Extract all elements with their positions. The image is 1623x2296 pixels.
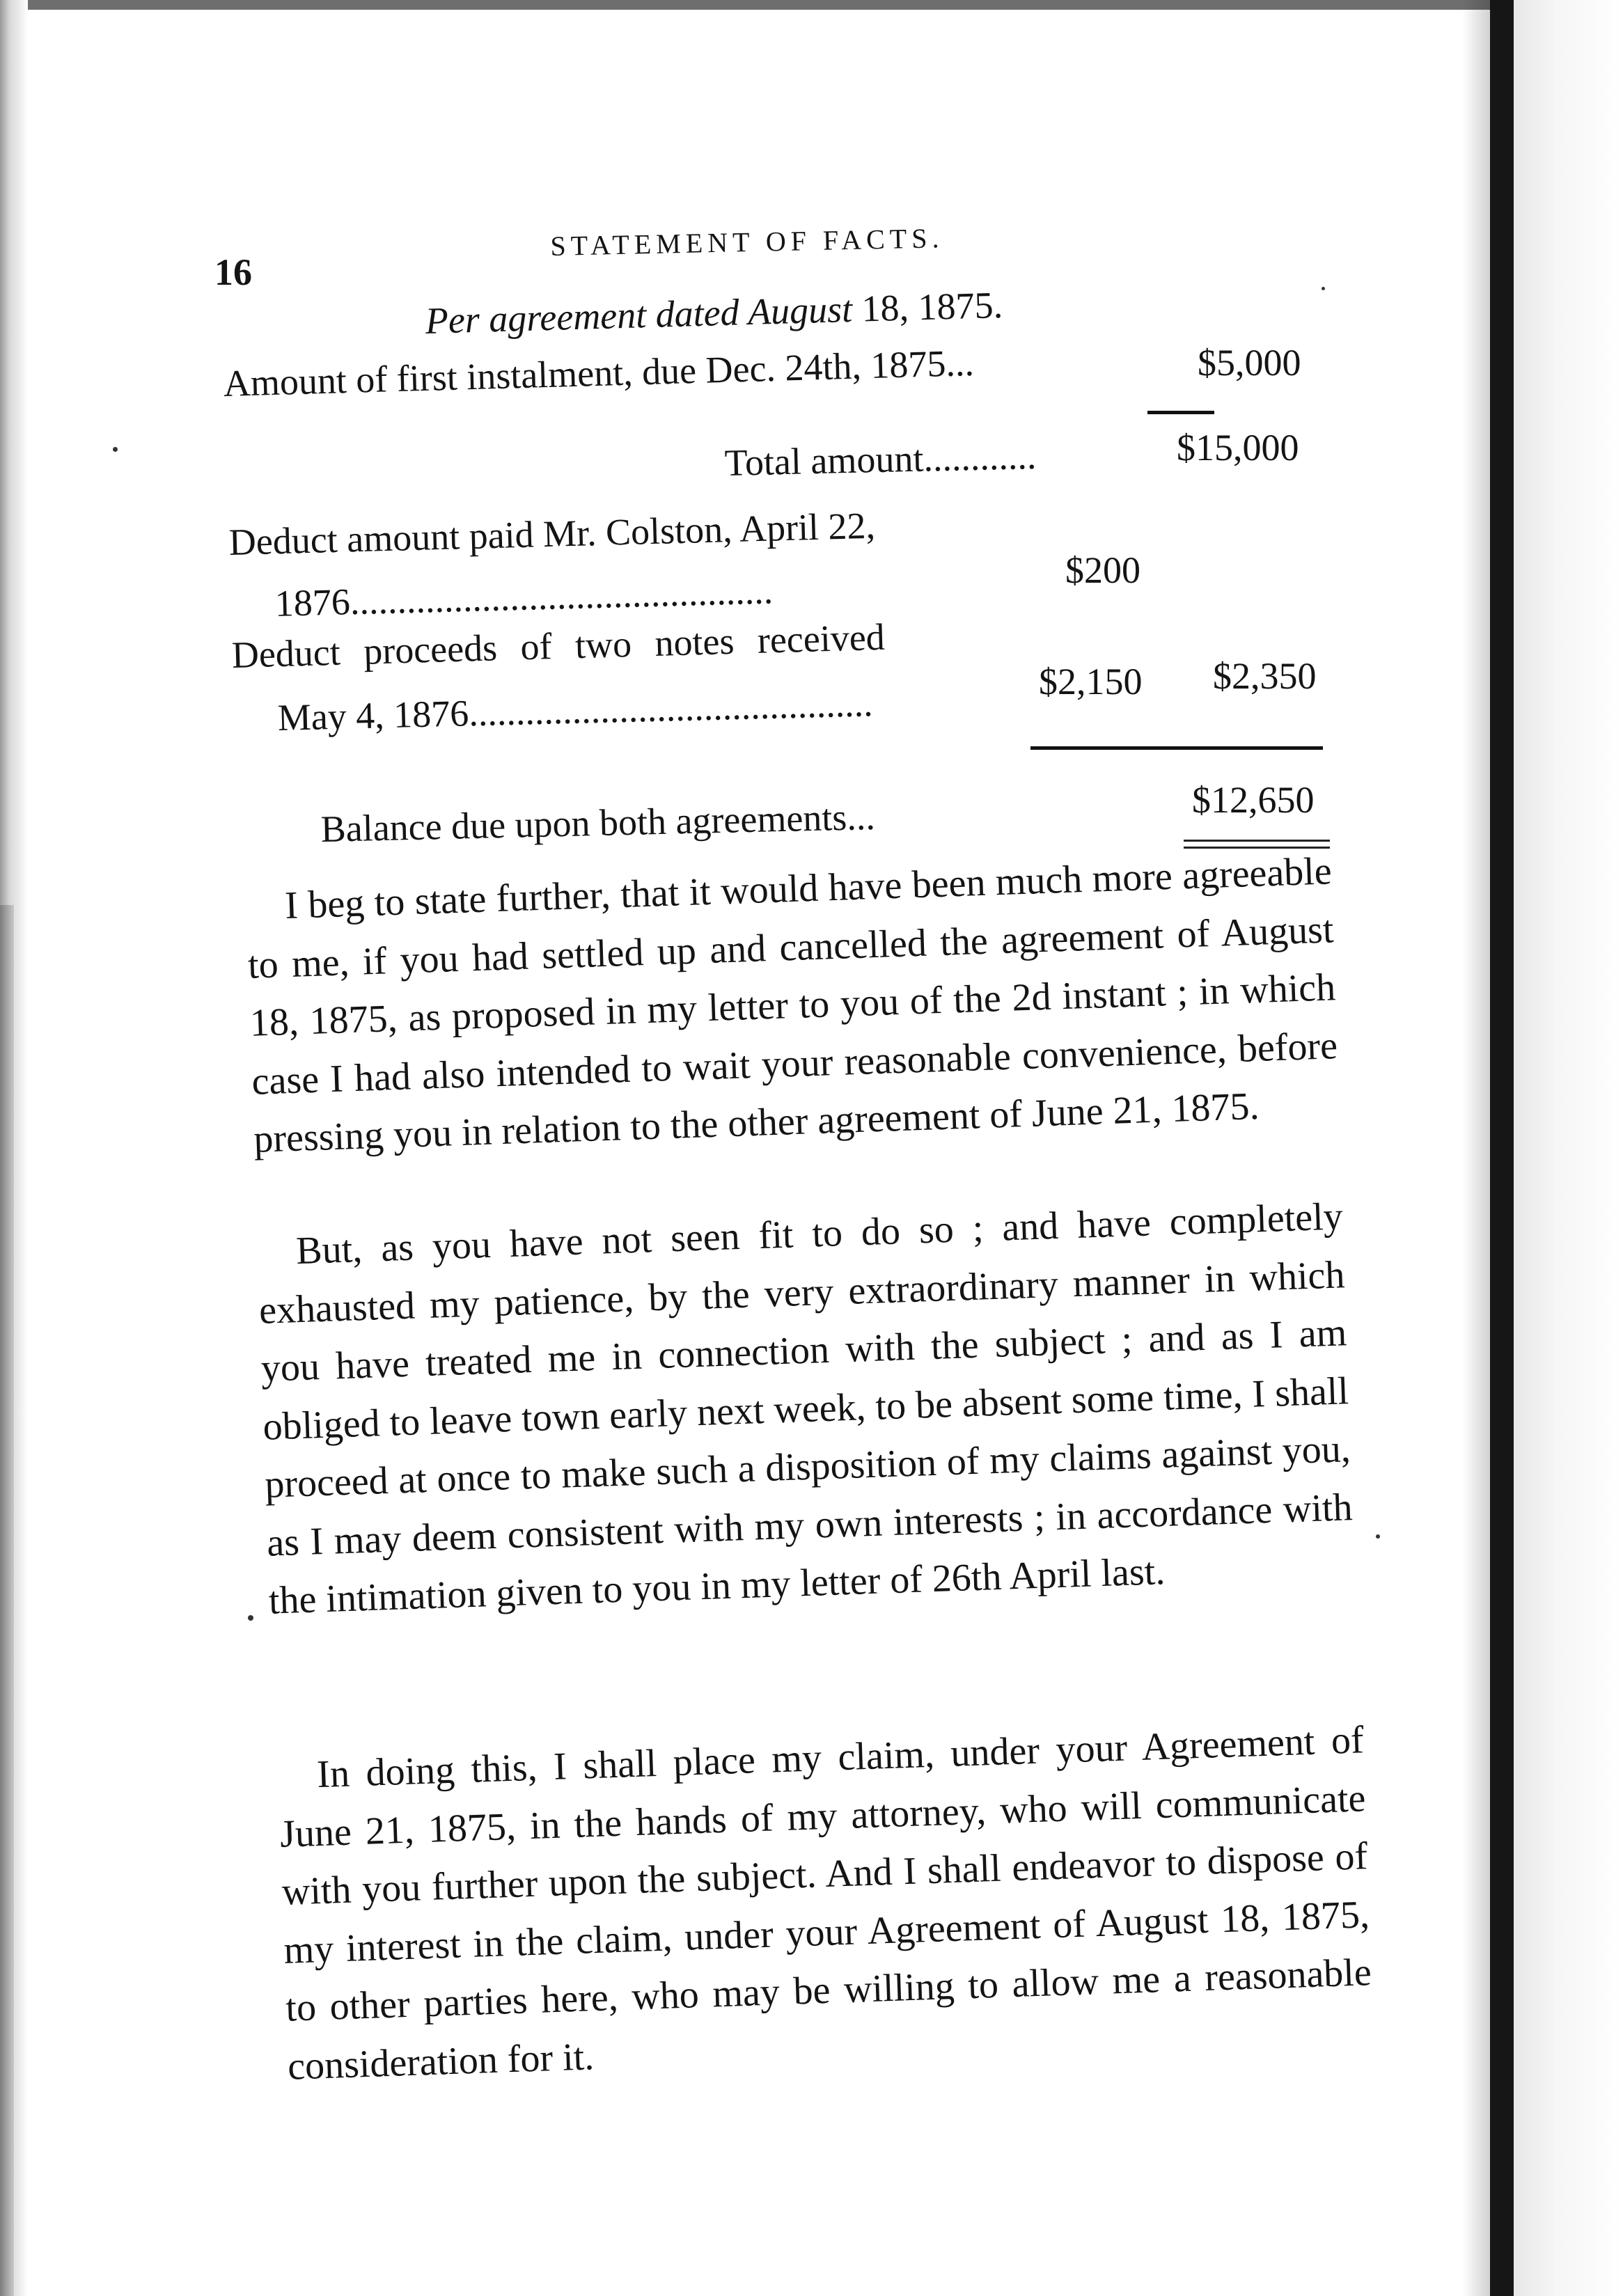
body-paragraph: But, as you have not seen fit to do so ; and have completely exhausted my patience, by the very extraordinary manner in which you have treated me in connection with the subject ; and as I am obliged to leave town early next week, to be absent some time, I shall proceed at once to make such a disposition of my claims against you, as I may deem consistent with my own interests ; in accordance with the intimation given to you in my letter of 26th April last. — [258, 1195, 1354, 1623]
scan-speck — [1376, 1534, 1380, 1539]
scan-speck — [113, 447, 118, 452]
deduct-notes-label-cont: May 4, 1876........................................... — [277, 682, 874, 739]
balance-label: Balance due upon both agreements... — [320, 795, 876, 850]
accounts-heading-date: 18, 1875. — [852, 283, 1003, 330]
running-head: STATEMENT OF FACTS. — [550, 222, 944, 262]
scan-left-binding — [0, 905, 14, 2296]
deduct-total-amount: $2,350 — [1213, 655, 1317, 697]
scan-speck — [248, 1615, 253, 1621]
deduct-notes-label: Deduct proceeds of two notes received — [231, 615, 886, 676]
scan-top-edge — [0, 0, 1623, 10]
scan-speck — [1322, 287, 1325, 290]
total-label: Total amount............ — [724, 434, 1037, 484]
subtotal-rule — [1147, 411, 1214, 414]
scan-right-shadow — [1462, 0, 1490, 2296]
first-instalment-label: Amount of first instalment, due Dec. 24th, 1875... — [223, 341, 975, 404]
scan-next-page-edge — [1514, 0, 1623, 2296]
balance-double-rule-top — [1184, 840, 1330, 842]
accounts-heading — [425, 283, 1003, 343]
deduct-colston-label-cont: 1876............................................. — [274, 569, 774, 624]
deduct-notes-amount: $2,150 — [1039, 661, 1143, 702]
body-paragraph: In doing this, I shall place my claim, under your Agreement of June 21, 1875, in the hands of my attorney, who will communicate with you further upon the subject. And I shall endeavor to dispose of my interest in the claim, under your Agreement of August 18, 1875, to other parties here, who may be willing to allow me a reasonable consideration for it. — [279, 1718, 1372, 2089]
deduct-colston-label: Deduct amount paid Mr. Colston, April 22, — [228, 504, 876, 563]
accounts-heading-italic: Per agreement dated August — [425, 288, 853, 342]
scan-right-binding — [1490, 0, 1514, 2296]
body-paragraph: I beg to state further, that it would have been much more agreeable to me, if you had settled up and cancelled the agreement of August 18, 1875, as proposed in my letter to you of the 2d instant ; in which case I had also intended to wait your reasonable convenience, before pressing you in relation to the other agreement of June 21, 1875. — [247, 849, 1338, 1161]
total-amount: $15,000 — [1177, 427, 1299, 469]
page-number: 16 — [214, 251, 252, 293]
first-instalment-amount: $5,000 — [1198, 342, 1301, 384]
balance-amount: $12,650 — [1192, 779, 1315, 821]
deduct-colston-amount: $200 — [1065, 549, 1140, 591]
deduction-rule — [1030, 746, 1323, 750]
